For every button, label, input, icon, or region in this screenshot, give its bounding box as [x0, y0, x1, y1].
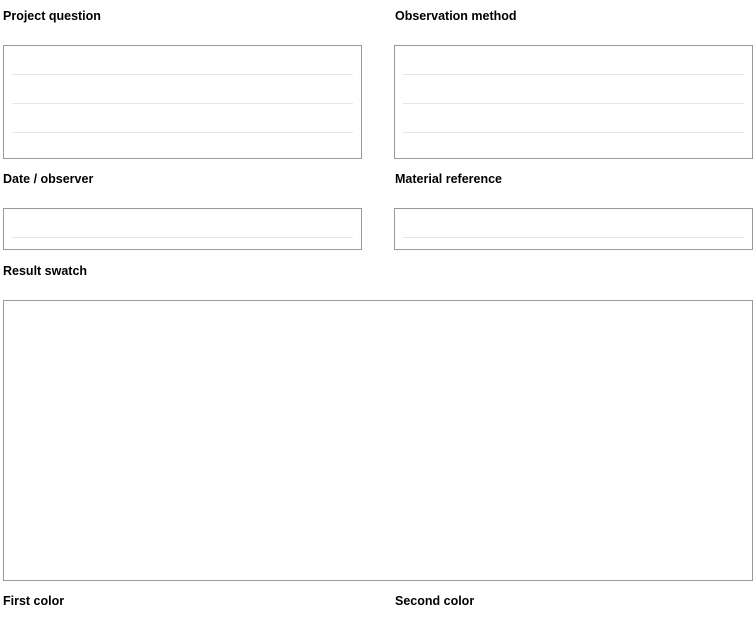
- project-question-label: Project question: [3, 9, 101, 23]
- material-reference-label: Material reference: [395, 172, 503, 186]
- material-reference-field[interactable]: [394, 208, 753, 250]
- observation-method-field[interactable]: [394, 45, 753, 159]
- date-observer-field[interactable]: [3, 208, 362, 250]
- second-color-label: Second color: [395, 594, 475, 608]
- writing-line: [403, 74, 744, 75]
- writing-line: [403, 132, 744, 133]
- result-swatch-area[interactable]: [3, 300, 753, 581]
- writing-line: [403, 103, 744, 104]
- date-observer-label: Date / observer: [3, 172, 94, 186]
- first-color-label: First color: [3, 594, 65, 608]
- writing-line: [12, 237, 353, 238]
- observation-method-label: Observation method: [395, 9, 517, 23]
- writing-line: [12, 103, 353, 104]
- result-swatch-label: Result swatch: [3, 264, 88, 278]
- project-question-field[interactable]: [3, 45, 362, 159]
- writing-line: [12, 132, 353, 133]
- writing-line: [403, 237, 744, 238]
- writing-line: [12, 74, 353, 75]
